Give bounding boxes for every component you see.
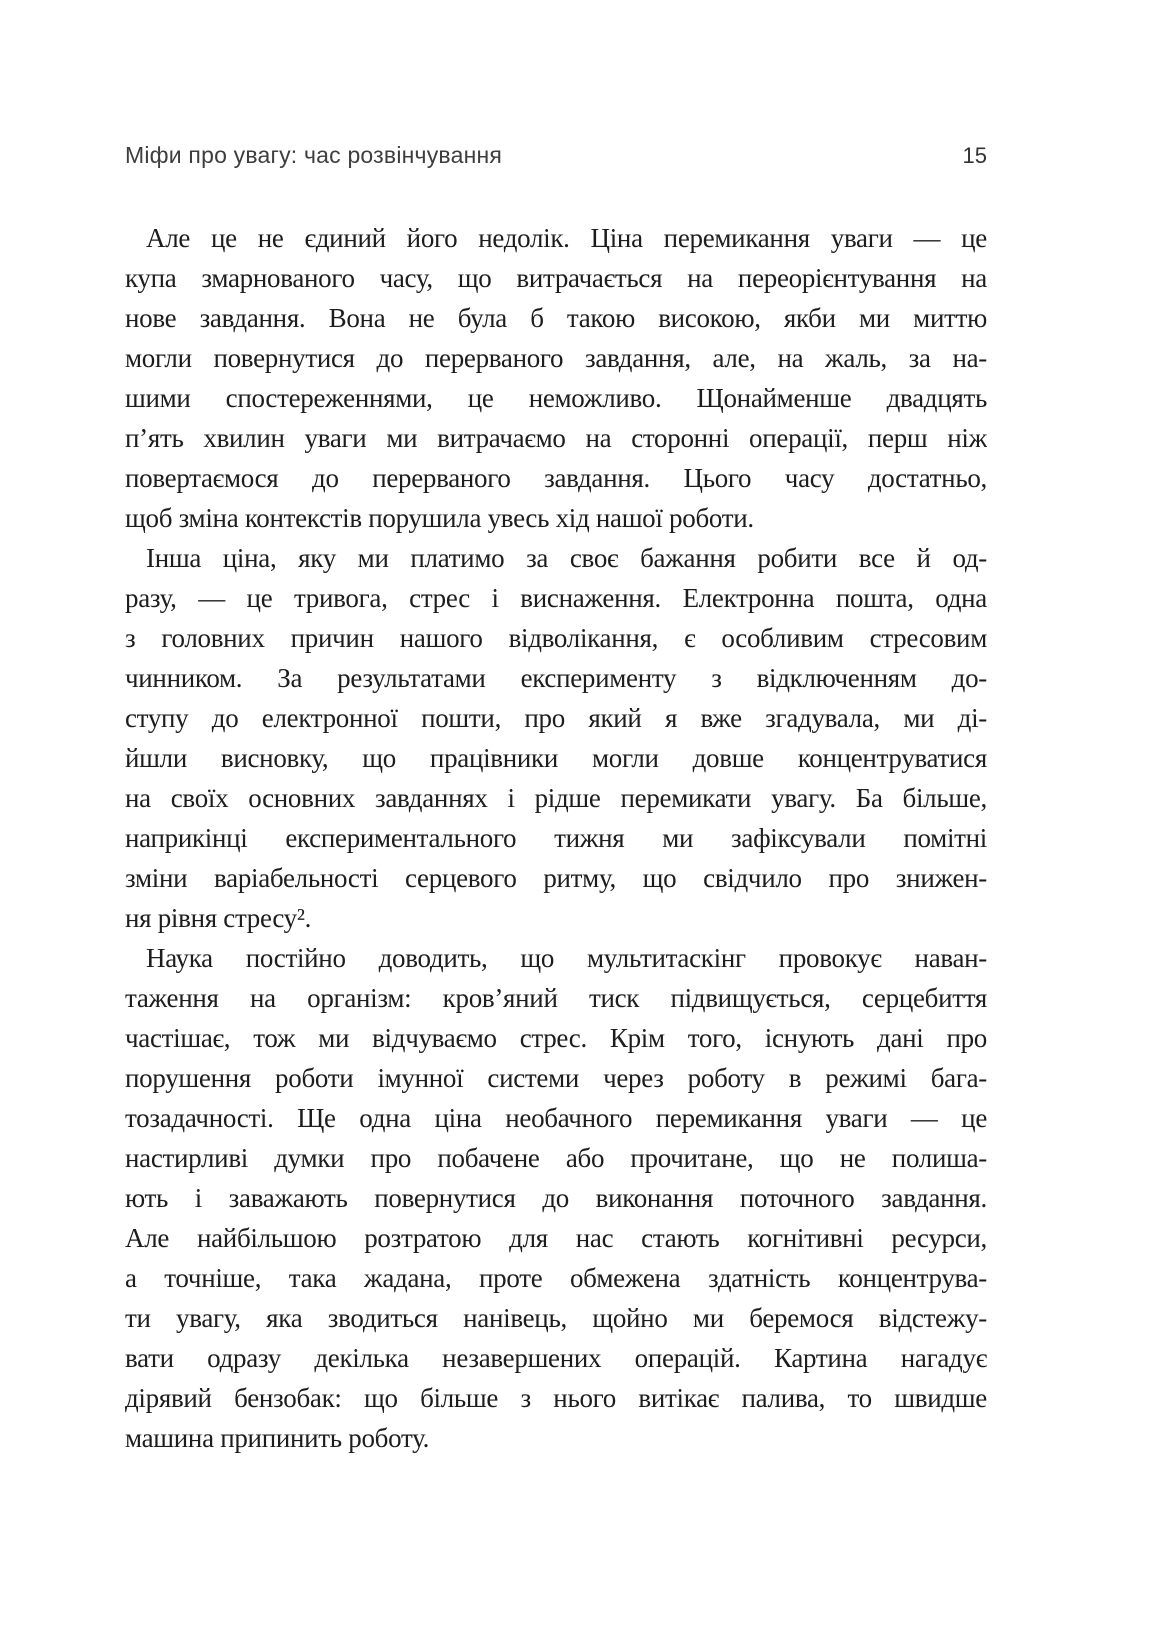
- running-title: Міфи про увагу: час розвінчування: [125, 142, 503, 168]
- text-line: тозадачності. Ще одна ціна необачного перемикання уваги — це: [125, 1103, 987, 1133]
- text-line: ступу до електронної пошти, про який я вже згадувала, ми ді-: [125, 703, 987, 733]
- text-line: нове завдання. Вона не була б такою високою, якби ми миттю: [125, 303, 987, 333]
- text-line: наприкінці експериментального тижня ми зафіксували помітні: [125, 823, 987, 853]
- text-line: йшли висновку, що працівники могли довше концентруватися: [125, 743, 987, 773]
- text-line: шими спостереженнями, це неможливо. Щонайменше двадцять: [125, 383, 987, 413]
- text-line: а точніше, така жадана, проте обмежена здатність концентрува-: [125, 1263, 987, 1293]
- text-line: повертаємося до перерваного завдання. Цього часу достатньо,: [125, 463, 987, 493]
- text-line: частішає, тож ми відчуваємо стрес. Крім того, існують дані про: [125, 1023, 987, 1053]
- text-line: п’ять хвилин уваги ми витрачаємо на сторонні операції, перш ніж: [125, 423, 987, 453]
- text-line: настирливі думки про побачене або прочитане, що не полиша-: [125, 1143, 987, 1173]
- text-line: машина припинить роботу.: [125, 1423, 430, 1453]
- text-line: з головних причин нашого відволікання, є особливим стресовим: [125, 623, 987, 653]
- text-line: чинником. За результатами експерименту з відключенням до-: [125, 663, 987, 693]
- text-line: Але найбільшою розтратою для нас стають когнітивні ресурси,: [125, 1223, 987, 1253]
- text-line: порушення роботи імунної системи через роботу в режимі бага-: [125, 1063, 987, 1093]
- text-line: Наука постійно доводить, що мультитаскінг провокує наван-: [146, 943, 987, 973]
- text-block: [125, 218, 987, 1458]
- text-line: на своїх основних завданнях і рідше перемикати увагу. Ба більше,: [125, 783, 987, 813]
- text-line: ють і заважають повернутися до виконання поточного завдання.: [125, 1183, 987, 1213]
- page-header: [125, 142, 987, 169]
- text-line: вати одразу декілька незавершених операцій. Картина нагадує: [125, 1343, 987, 1373]
- page-number: 15: [962, 143, 987, 168]
- text-line: дірявий бензобак: що більше з нього витікає палива, то швидше: [125, 1383, 987, 1413]
- text-line: ти увагу, яка зводиться нанівець, щойно ми беремося відстежу-: [125, 1303, 987, 1333]
- text-line: щоб зміна контекстів порушила увесь хід нашої роботи.: [125, 503, 754, 533]
- text-line: ня рівня стресу².: [125, 903, 312, 933]
- text-line: таження на організм: кров’яний тиск підвищується, серцебиття: [125, 983, 987, 1013]
- text-line: могли повернутися до перерваного завдання, але, на жаль, за на-: [125, 343, 987, 373]
- text-line: купа змарнованого часу, що витрачається на переорієнтування на: [125, 263, 987, 293]
- text-line: Інша ціна, яку ми платимо за своє бажання робити все й од-: [146, 543, 987, 573]
- text-line: зміни варіабельності серцевого ритму, що свідчило про знижен-: [125, 863, 987, 893]
- text-line: Але це не єдиний його недолік. Ціна перемикання уваги — це: [146, 223, 987, 253]
- text-line: разу, — це тривога, стрес і виснаження. Електронна пошта, одна: [125, 583, 987, 613]
